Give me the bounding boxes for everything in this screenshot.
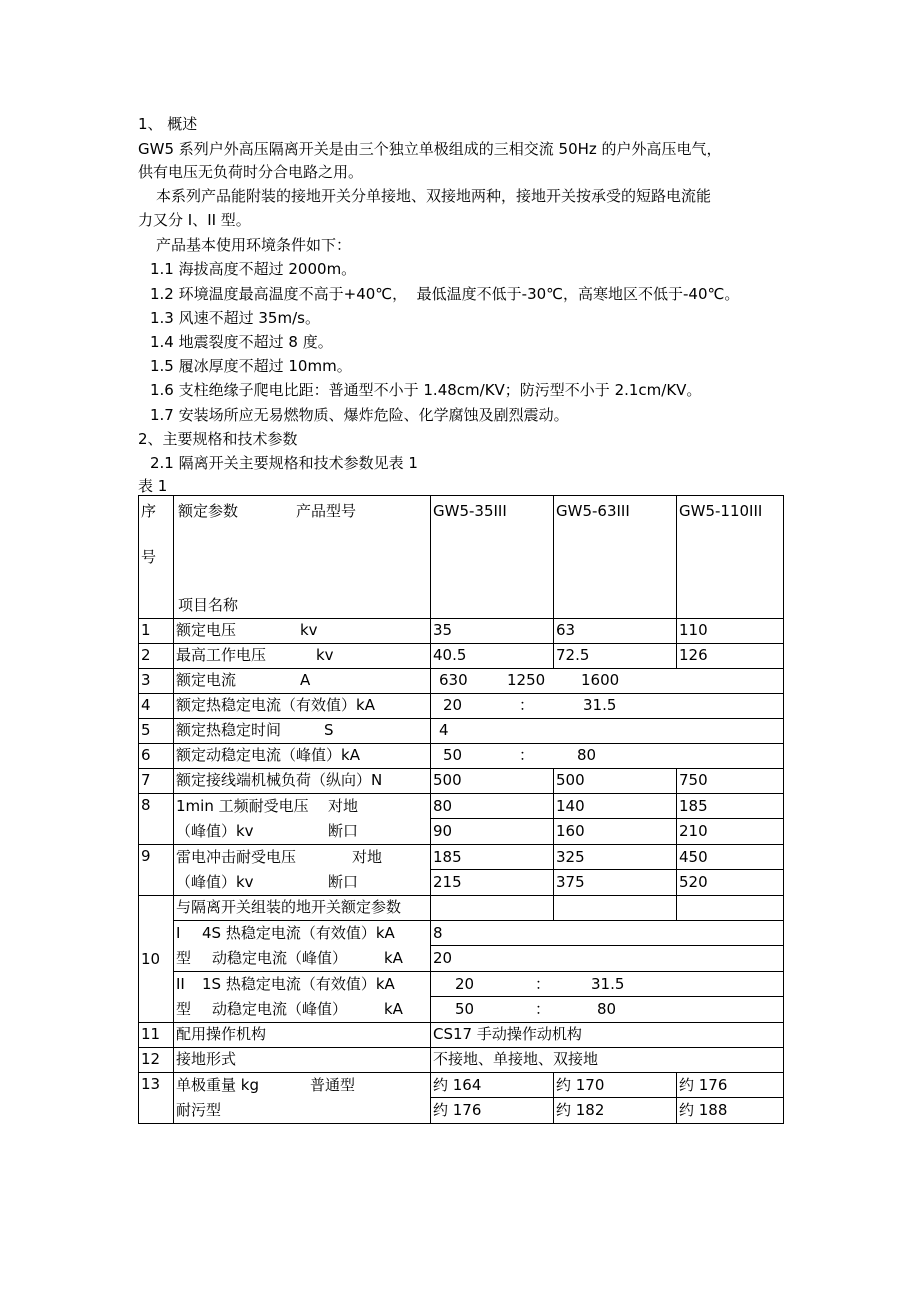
table-row <box>139 719 784 744</box>
condition-1-6: 1.6 支柱绝缘子爬电比距：普通型不小于 1.48cm/KV；防污型不小于 2.1cm/KV。 <box>150 381 702 399</box>
row-value: 31.5 <box>591 975 625 993</box>
row-name: 额定动稳定电流（峰值）kA <box>174 744 431 769</box>
row-value: 160 <box>554 818 676 843</box>
row-sub-label: 断口 <box>328 822 359 840</box>
condition-1-2: 1.2 环境温度最高温度不高于+40℃， 最低温度不低于-30℃，高寒地区不低于-40℃。 <box>150 285 740 303</box>
table-header-row <box>139 496 784 619</box>
row-no: 9 <box>139 845 174 896</box>
row-unit: kA <box>384 1000 403 1018</box>
row-value: 325 <box>556 848 585 866</box>
model-header-3: GW5-110III <box>677 496 784 619</box>
table-row <box>139 845 784 896</box>
row-name: 额定电流 <box>176 671 237 689</box>
model-header-2: GW5-63III <box>554 496 677 619</box>
row-name: 额定接线端机械负荷（纵向）N <box>174 769 431 794</box>
row-name-cell <box>174 719 431 744</box>
subsection-2-1: 2.1 隔离开关主要规格和技术参数见表 1 <box>150 454 418 472</box>
row-sub-label: 普通型 <box>310 1076 356 1094</box>
row-value-merged <box>431 744 784 769</box>
row-unit: kv <box>316 646 334 664</box>
row-value: 500 <box>431 769 554 794</box>
table-row <box>139 921 784 972</box>
table-row <box>139 619 784 644</box>
row-unit: kA <box>384 949 403 967</box>
row-name: 与隔离开关组装的地开关额定参数 <box>174 896 431 921</box>
table-row <box>139 896 784 921</box>
row-unit: （峰值）kv <box>176 822 254 840</box>
para-3: 产品基本使用环境条件如下： <box>156 236 352 254</box>
row-value: 80 <box>597 1000 617 1018</box>
params-header-cell <box>174 496 431 619</box>
row-name-cell <box>174 669 431 694</box>
row-name: 1S 热稳定电流（有效值）kA <box>202 975 395 993</box>
row-no: 6 <box>139 744 174 769</box>
row-value: 约 176 <box>679 1076 728 1094</box>
row-value: 8 <box>433 924 443 942</box>
row-value: 215 <box>431 869 553 894</box>
row-name-cell <box>174 619 431 644</box>
para-2-line-1: 本系列产品能附装的接地开关分单接地、双接地两种，接地开关按承受的短路电流能 <box>156 187 712 205</box>
condition-1-5: 1.5 履冰厚度不超过 10mm。 <box>150 357 352 375</box>
row-sub-label: 耐污型 <box>176 1101 222 1119</box>
row-no: 13 <box>139 1073 174 1124</box>
row-name-cell <box>174 644 431 669</box>
table-caption: 表 1 <box>138 477 168 495</box>
row-value: 630 <box>439 671 468 689</box>
row-value-cell <box>431 921 784 972</box>
row-no: 10 <box>139 896 174 1023</box>
product-model-label: 产品型号 <box>296 502 357 520</box>
row-value: 520 <box>677 869 783 894</box>
row-value: 40.5 <box>431 644 554 669</box>
row-value-cell <box>677 845 784 896</box>
condition-1-4: 1.4 地震裂度不超过 8 度。 <box>150 333 333 351</box>
table-row <box>139 694 784 719</box>
condition-1-3: 1.3 风速不超过 35m/s。 <box>150 309 320 327</box>
empty-cell <box>554 896 677 921</box>
row-name: 动稳定电流（峰值） <box>212 949 348 967</box>
row-no: 4 <box>139 694 174 719</box>
type-label: 型 <box>176 949 192 967</box>
row-sub-label: 对地 <box>328 797 359 815</box>
row-name-cell <box>174 845 431 896</box>
row-sub-label: 断口 <box>328 873 359 891</box>
seq-header-b: 号 <box>141 548 157 566</box>
row-unit: A <box>300 671 311 689</box>
table-row <box>139 744 784 769</box>
row-value: 140 <box>556 797 585 815</box>
table-row <box>139 972 784 1023</box>
row-value: 35 <box>431 619 554 644</box>
row-value: 375 <box>554 869 676 894</box>
row-value-cell <box>554 1073 677 1124</box>
section-2-title: 2、主要规格和技术参数 <box>138 430 298 448</box>
row-name: 单极重量 kg <box>176 1076 259 1094</box>
row-value-cell <box>677 794 784 845</box>
row-value-cell <box>431 794 554 845</box>
row-no: 5 <box>139 719 174 744</box>
model-header-1: GW5-35III <box>431 496 554 619</box>
row-value: 约 182 <box>554 1097 676 1122</box>
condition-1-7: 1.7 安装场所应无易燃物质、爆炸危险、化学腐蚀及剧烈震动。 <box>150 406 569 424</box>
row-name-cell <box>174 794 431 845</box>
type-label: I <box>176 924 181 942</box>
type-label: 型 <box>176 1000 192 1018</box>
row-no: 2 <box>139 644 174 669</box>
row-value: 约 176 <box>431 1097 553 1122</box>
row-value: 20 <box>431 945 783 970</box>
row-name: 额定热稳定电流（有效值）kA <box>174 694 431 719</box>
rated-params-label: 额定参数 <box>178 502 239 520</box>
row-name-cell <box>174 1073 431 1124</box>
row-unit: S <box>324 721 334 739</box>
row-value-separator: ： <box>519 696 535 714</box>
table-row <box>139 669 784 694</box>
row-no: 7 <box>139 769 174 794</box>
row-no: 11 <box>139 1023 174 1048</box>
row-no: 1 <box>139 619 174 644</box>
row-value: 1600 <box>581 671 620 689</box>
seq-header-a: 序 <box>141 502 157 520</box>
section-1-title: 1、 概述 <box>138 115 198 133</box>
row-value: 50 <box>455 1000 475 1018</box>
table-row <box>139 794 784 845</box>
para-1-line-1: GW5 系列户外高压隔离开关是由三个独立单极组成的三相交流 50Hz 的户外高压电气， <box>138 140 722 158</box>
row-value-separator: ： <box>535 1000 551 1018</box>
row-value: 4 <box>431 719 784 744</box>
row-value-separator: ： <box>535 975 551 993</box>
seq-header-cell <box>139 496 174 619</box>
row-value: CS17 手动操作动机构 <box>431 1023 784 1048</box>
para-1-line-2: 供有电压无负荷时分合电路之用。 <box>138 163 364 181</box>
row-value-merged <box>431 694 784 719</box>
type-label: II <box>176 975 185 993</box>
type-2-name-cell <box>174 972 431 1023</box>
row-name: 雷电冲击耐受电压 <box>176 848 297 866</box>
row-name: 动稳定电流（峰值） <box>212 1000 348 1018</box>
row-value: 80 <box>577 746 597 764</box>
para-2-line-2: 力又分 I、II 型。 <box>138 211 251 229</box>
row-sub-label: 对地 <box>352 848 383 866</box>
row-name: 额定热稳定时间 <box>176 721 282 739</box>
row-value: 80 <box>433 797 453 815</box>
row-value: 不接地、单接地、双接地 <box>431 1048 784 1073</box>
empty-cell <box>677 896 784 921</box>
row-value-merged <box>431 669 784 694</box>
row-name: 额定电压 <box>176 621 237 639</box>
row-value: 63 <box>554 619 677 644</box>
row-value: 约 188 <box>677 1097 783 1122</box>
row-value: 185 <box>679 797 708 815</box>
row-name: 4S 热稳定电流（有效值）kA <box>202 924 395 942</box>
row-value: 约 164 <box>433 1076 482 1094</box>
table-row <box>139 1073 784 1124</box>
row-value: 20 <box>455 975 475 993</box>
spec-table <box>138 495 784 1124</box>
row-value-cell <box>431 1073 554 1124</box>
row-name: 配用操作机构 <box>174 1023 431 1048</box>
row-name: 接地形式 <box>174 1048 431 1073</box>
row-no: 3 <box>139 669 174 694</box>
row-value: 50 <box>443 746 463 764</box>
row-value: 450 <box>679 848 708 866</box>
table-row <box>139 769 784 794</box>
row-value: 90 <box>431 818 553 843</box>
row-no: 12 <box>139 1048 174 1073</box>
row-name: 1min 工频耐受电压 <box>176 797 309 815</box>
table-row <box>139 1048 784 1073</box>
row-value: 110 <box>677 619 784 644</box>
row-value-cell <box>431 845 554 896</box>
row-unit: （峰值）kv <box>176 873 254 891</box>
row-value: 1250 <box>507 671 546 689</box>
table-row <box>139 644 784 669</box>
row-value: 72.5 <box>554 644 677 669</box>
row-value-cell <box>554 794 677 845</box>
row-value: 约 170 <box>556 1076 605 1094</box>
empty-cell <box>431 896 554 921</box>
item-name-label: 项目名称 <box>178 596 239 614</box>
row-no: 8 <box>139 794 174 845</box>
row-value-cell <box>554 845 677 896</box>
condition-1-1: 1.1 海拔高度不超过 2000m。 <box>150 260 357 278</box>
row-value: 185 <box>433 848 462 866</box>
row-value: 20 <box>443 696 463 714</box>
type-1-name-cell <box>174 921 431 972</box>
row-value-cell <box>431 972 784 1023</box>
row-unit: kv <box>300 621 318 639</box>
row-value: 31.5 <box>583 696 617 714</box>
row-value: 126 <box>677 644 784 669</box>
table-row <box>139 1023 784 1048</box>
row-value: 750 <box>677 769 784 794</box>
row-value-separator: ： <box>519 746 535 764</box>
row-value: 210 <box>677 818 783 843</box>
row-value: 500 <box>554 769 677 794</box>
row-value-cell <box>677 1073 784 1124</box>
row-name: 最高工作电压 <box>176 646 267 664</box>
